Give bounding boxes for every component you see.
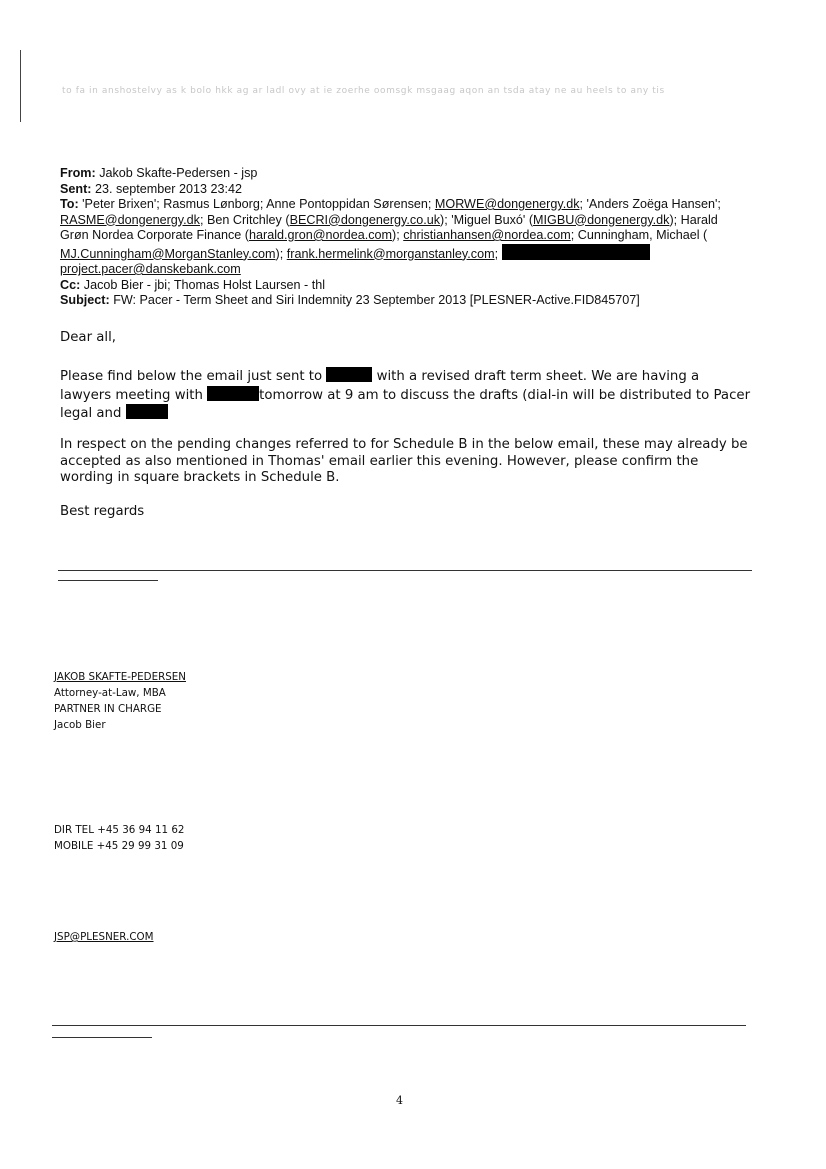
- to-text: ; 'Anders Zoëga Hansen';: [579, 197, 721, 211]
- email-link[interactable]: RASME@dongenergy.dk: [60, 212, 200, 227]
- to-line: [60, 197, 770, 278]
- separator-line: [52, 1025, 746, 1026]
- text: lawyers meeting with: [60, 387, 208, 403]
- from-line: [60, 166, 770, 182]
- separator-short-line: [58, 580, 158, 581]
- paragraph-2: [60, 437, 770, 487]
- paragraph-1-line: [60, 386, 770, 405]
- signature-role: PARTNER IN CHARGE: [54, 703, 162, 715]
- signature-block: [54, 669, 186, 733]
- email-link[interactable]: BECRI@dongenergy.co.uk: [289, 212, 441, 227]
- email-link[interactable]: project.pacer@danskebank.com: [60, 262, 241, 276]
- paragraph-2-line: In respect on the pending changes referred to for Schedule B in the below email, these may already be: [60, 437, 748, 452]
- redaction-box: [126, 404, 168, 419]
- sent-line: [60, 182, 770, 198]
- email-link[interactable]: harald.gron@nordea.com: [249, 228, 393, 242]
- to-text: );: [392, 228, 404, 242]
- email-link[interactable]: MIGBU@dongenergy.dk: [533, 212, 670, 227]
- subject-line: [60, 293, 770, 309]
- email-link[interactable]: frank.hermelink@morganstanley.com: [286, 246, 495, 261]
- redaction-box: [207, 386, 259, 401]
- to-text: ); Harald: [669, 212, 718, 227]
- text: Please find below the email just sent to: [60, 369, 327, 384]
- to-text: );: [275, 246, 287, 261]
- separator-line: [58, 570, 752, 571]
- redaction-box: [326, 367, 372, 382]
- to-label: To:: [60, 197, 79, 211]
- paragraph-1-line: [60, 367, 770, 386]
- cc-line: [60, 278, 770, 294]
- to-text: 'Peter Brixen'; Rasmus Lønborg; Anne Pontoppidan Sørensen;: [82, 197, 435, 211]
- faint-header-text: to fa in anshostelvy as k bolo hkk ag ar ladl ovy at ie zoerhe oomsgk msgaag aqon an tsda atay ne au heels to any tis: [62, 86, 665, 96]
- email-link[interactable]: christianhansen@nordea.com: [403, 228, 571, 242]
- signature-assistant: Jacob Bier: [54, 719, 106, 731]
- scan-margin-mark: [20, 50, 21, 122]
- text: legal and: [60, 406, 126, 421]
- cc-label: Cc:: [60, 277, 81, 292]
- signature-name[interactable]: JAKOB SKAFTE-PEDERSEN: [54, 671, 186, 683]
- sent-value: 23. september 2013 23:42: [94, 181, 243, 196]
- to-text: ; Cunningham, Michael (: [570, 228, 708, 242]
- closing-text: Best regards: [60, 504, 145, 519]
- from-value: Jakob Skafte-Pedersen - jsp: [99, 166, 258, 180]
- direct-phone: DIR TEL +45 36 94 11 62: [54, 824, 185, 836]
- text: with a revised draft term sheet. We are having a: [372, 369, 700, 384]
- text: tomorrow at 9 am to discuss the drafts (dial-in will be distributed to Pacer: [259, 387, 751, 403]
- paragraph-1: [60, 367, 770, 423]
- from-label: From:: [60, 166, 96, 180]
- paragraph-2-line: wording in square brackets in Schedule B.: [60, 470, 340, 485]
- mobile-phone: MOBILE +45 29 99 31 09: [54, 840, 184, 852]
- cc-value: Jacob Bier - jbi; Thomas Holst Laursen - thl: [83, 277, 326, 292]
- paragraph-1-line: [60, 404, 770, 423]
- closing: [60, 504, 770, 521]
- greeting-text: Dear all,: [60, 330, 117, 345]
- to-text: ); 'Miguel Buxó' (: [440, 212, 534, 227]
- signature-phones: [54, 822, 184, 854]
- page-number: 4: [396, 1094, 403, 1107]
- subject-label: Subject:: [60, 293, 110, 307]
- signature-title: Attorney-at-Law, MBA: [54, 687, 166, 699]
- signature-email-link[interactable]: JSP@PLESNER.COM: [54, 931, 154, 943]
- email-link[interactable]: MORWE@dongenergy.dk: [434, 197, 580, 211]
- to-text: ;: [494, 246, 502, 261]
- subject-value: FW: Pacer - Term Sheet and Siri Indemnity 23 September 2013 [PLESNER-Active.FID845707]: [113, 293, 640, 307]
- email-header: [60, 166, 770, 309]
- signature-email: [54, 929, 154, 945]
- greeting: [60, 330, 770, 347]
- paragraph-2-line: accepted as also mentioned in Thomas' email earlier this evening. However, please confirm the: [60, 453, 699, 469]
- to-text: Grøn Nordea Corporate Finance (: [60, 228, 249, 242]
- redaction-box: [502, 244, 650, 260]
- sent-label: Sent:: [60, 181, 92, 196]
- to-text: ; Ben Critchley (: [199, 212, 290, 227]
- separator-short-line: [52, 1037, 152, 1038]
- email-link[interactable]: MJ.Cunningham@MorganStanley.com: [60, 246, 276, 261]
